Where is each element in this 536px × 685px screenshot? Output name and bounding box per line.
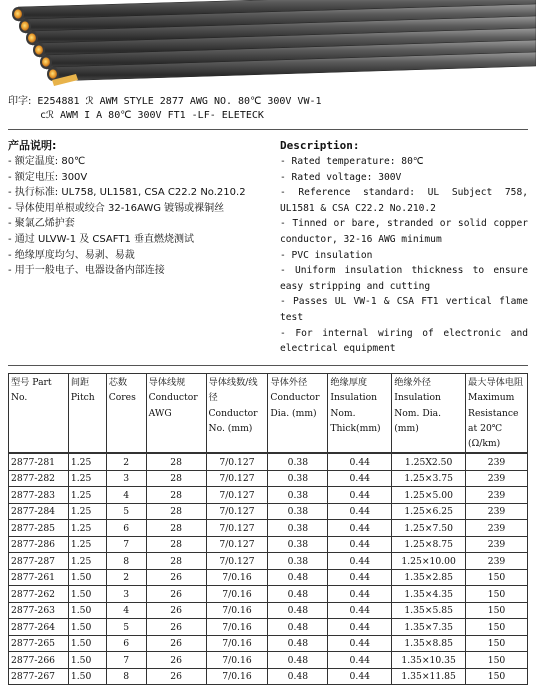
copper-core bbox=[42, 57, 50, 66]
table-cell: 28 bbox=[146, 453, 206, 470]
table-cell: 1.35×4.35 bbox=[392, 586, 466, 603]
cn-item: - 绝缘厚度均匀、易剥、易裁 bbox=[8, 249, 135, 261]
table-cell: 0.38 bbox=[268, 503, 328, 520]
cn-item: - 聚氯乙烯护套 bbox=[8, 218, 75, 230]
copper-core bbox=[14, 9, 22, 18]
table-cell: 0.44 bbox=[328, 453, 392, 470]
table-cell: 2877-286 bbox=[9, 536, 69, 553]
table-divider bbox=[8, 365, 528, 366]
cn-item: - 执行标准: UL758, UL1581, CSA C22.2 No.210.2 bbox=[8, 187, 246, 199]
table-cell: 1.50 bbox=[68, 635, 106, 652]
table-cell: 1.50 bbox=[68, 668, 106, 685]
table-cell: 2877-284 bbox=[9, 503, 69, 520]
table-cell: 0.38 bbox=[268, 536, 328, 553]
cn-item-list bbox=[8, 154, 270, 279]
cn-item: - 通过 ULVW-1 及 CSAFT1 垂直燃烧测试 bbox=[8, 233, 194, 245]
marking-prefix: 印字: bbox=[8, 96, 32, 107]
column-header: 导体外径 Conductor Dia. (mm) bbox=[268, 374, 328, 454]
table-cell: 28 bbox=[146, 470, 206, 487]
copper-core bbox=[49, 69, 57, 78]
table-cell: 0.44 bbox=[328, 619, 392, 636]
table-cell: 7/0.127 bbox=[206, 520, 268, 537]
table-row bbox=[9, 619, 528, 636]
table-cell: 150 bbox=[466, 619, 528, 636]
table-cell: 0.48 bbox=[268, 569, 328, 586]
english-description bbox=[280, 138, 528, 357]
table-cell: 26 bbox=[146, 652, 206, 669]
table-cell: 150 bbox=[466, 569, 528, 586]
table-cell: 1.35×8.85 bbox=[392, 635, 466, 652]
table-cell: 1.25×10.00 bbox=[392, 553, 466, 570]
table-cell: 239 bbox=[466, 520, 528, 537]
table-cell: 0.38 bbox=[268, 453, 328, 470]
table-cell: 4 bbox=[106, 602, 146, 619]
cn-item: - 额定电压: 300V bbox=[8, 171, 88, 183]
table-cell: 7/0.127 bbox=[206, 453, 268, 470]
en-item: - Rated temperature: 80℃ bbox=[280, 156, 424, 167]
en-item: - Passes UL VW-1 & CSA FT1 vertical flame test bbox=[280, 296, 528, 323]
table-cell: 1.25×3.75 bbox=[392, 470, 466, 487]
table-row bbox=[9, 569, 528, 586]
table-cell: 26 bbox=[146, 619, 206, 636]
flat-cable-image bbox=[0, 0, 536, 92]
table-cell: 2877-282 bbox=[9, 470, 69, 487]
en-item: - Uniform insulation thickness to ensure easy stripping and cutting bbox=[280, 265, 528, 292]
copper-core bbox=[28, 33, 36, 42]
table-row bbox=[9, 635, 528, 652]
table-cell: 239 bbox=[466, 487, 528, 504]
table-cell: 7/0.16 bbox=[206, 569, 268, 586]
table-row bbox=[9, 453, 528, 470]
column-header: 导体线数/线径 Conductor No. (mm) bbox=[206, 374, 268, 454]
table-cell: 28 bbox=[146, 520, 206, 537]
table-cell: 1.35×10.35 bbox=[392, 652, 466, 669]
table-cell: 7 bbox=[106, 652, 146, 669]
cn-item: - 用于一般电子、电器设备内部连接 bbox=[8, 265, 165, 277]
table-cell: 0.44 bbox=[328, 602, 392, 619]
en-item: - Reference standard: UL Subject 758, UL1581 & CSA C22.2 No.210.2 bbox=[280, 187, 528, 214]
table-cell: 2 bbox=[106, 569, 146, 586]
table-body bbox=[9, 453, 528, 685]
table-cell: 7 bbox=[106, 536, 146, 553]
table-cell: 26 bbox=[146, 602, 206, 619]
table-cell: 0.48 bbox=[268, 586, 328, 603]
table-cell: 5 bbox=[106, 619, 146, 636]
table-cell: 0.44 bbox=[328, 586, 392, 603]
cn-item: - 导体使用单根或绞合 32-16AWG 镀锡或裸铜丝 bbox=[8, 202, 225, 214]
table-cell: 1.35×11.85 bbox=[392, 668, 466, 685]
en-item: - PVC insulation bbox=[280, 249, 373, 261]
table-cell: 2877-266 bbox=[9, 652, 69, 669]
table-cell: 0.44 bbox=[328, 668, 392, 685]
table-cell: 28 bbox=[146, 503, 206, 520]
table-cell: 5 bbox=[106, 503, 146, 520]
en-heading: Description: bbox=[280, 139, 360, 152]
table-cell: 2877-285 bbox=[9, 520, 69, 537]
table-cell: 6 bbox=[106, 520, 146, 537]
table-cell: 2877-263 bbox=[9, 602, 69, 619]
table-cell: 7/0.16 bbox=[206, 635, 268, 652]
table-cell: 150 bbox=[466, 652, 528, 669]
cn-heading: 产品说明: bbox=[8, 139, 57, 152]
table-cell: 0.38 bbox=[268, 470, 328, 487]
print-marking bbox=[8, 95, 322, 123]
column-header: 导体线规 Conductor AWG bbox=[146, 374, 206, 454]
table-cell: 7/0.127 bbox=[206, 503, 268, 520]
product-photo bbox=[0, 0, 536, 92]
table-cell: 0.44 bbox=[328, 553, 392, 570]
table-cell: 7/0.16 bbox=[206, 668, 268, 685]
table-cell: 26 bbox=[146, 586, 206, 603]
table-cell: 1.35×7.35 bbox=[392, 619, 466, 636]
table-cell: 239 bbox=[466, 536, 528, 553]
table-cell: 2877-281 bbox=[9, 453, 69, 470]
table-cell: 0.44 bbox=[328, 520, 392, 537]
table-cell: 1.25 bbox=[68, 553, 106, 570]
table-cell: 2877-283 bbox=[9, 487, 69, 504]
table-cell: 1.25 bbox=[68, 487, 106, 504]
table-cell: 2 bbox=[106, 453, 146, 470]
table-cell: 7/0.16 bbox=[206, 652, 268, 669]
table-cell: 1.25 bbox=[68, 470, 106, 487]
marking-line-2: cℛ AWM I A 80℃ 300V FT1 -LF- ELETECK bbox=[40, 110, 264, 121]
table-cell: 239 bbox=[466, 503, 528, 520]
table-cell: 2877-261 bbox=[9, 569, 69, 586]
table-cell: 7/0.16 bbox=[206, 619, 268, 636]
table-cell: 239 bbox=[466, 453, 528, 470]
table-cell: 7/0.16 bbox=[206, 602, 268, 619]
table-cell: 1.25×7.50 bbox=[392, 520, 466, 537]
table-cell: 28 bbox=[146, 536, 206, 553]
table-cell: 1.25 bbox=[68, 453, 106, 470]
table-cell: 239 bbox=[466, 470, 528, 487]
table-cell: 0.48 bbox=[268, 619, 328, 636]
table-cell: 0.44 bbox=[328, 569, 392, 586]
table-cell: 26 bbox=[146, 668, 206, 685]
table-cell: 28 bbox=[146, 487, 206, 504]
table-cell: 7/0.16 bbox=[206, 586, 268, 603]
table-cell: 2877-267 bbox=[9, 668, 69, 685]
table-cell: 1.25 bbox=[68, 520, 106, 537]
table-cell: 2877-287 bbox=[9, 553, 69, 570]
table-row bbox=[9, 602, 528, 619]
table-cell: 1.50 bbox=[68, 602, 106, 619]
table-cell: 150 bbox=[466, 668, 528, 685]
column-header: 绝缘厚度 Insulation Nom. Thick(mm) bbox=[328, 374, 392, 454]
table-row bbox=[9, 470, 528, 487]
en-item: - Rated voltage: 300V bbox=[280, 171, 402, 183]
table-cell: 239 bbox=[466, 553, 528, 570]
table-cell: 0.48 bbox=[268, 635, 328, 652]
table-cell: 0.44 bbox=[328, 652, 392, 669]
table-cell: 2877-262 bbox=[9, 586, 69, 603]
table-cell: 4 bbox=[106, 487, 146, 504]
table-cell: 150 bbox=[466, 635, 528, 652]
table-cell: 1.25X2.50 bbox=[392, 453, 466, 470]
table-cell: 150 bbox=[466, 586, 528, 603]
table-row bbox=[9, 536, 528, 553]
table-cell: 1.25×5.00 bbox=[392, 487, 466, 504]
table-row bbox=[9, 503, 528, 520]
table-cell: 0.44 bbox=[328, 536, 392, 553]
table-cell: 150 bbox=[466, 602, 528, 619]
column-header: 最大导体电阻 Maximum Resistance at 20℃ (Ω/km) bbox=[466, 374, 528, 454]
table-cell: 0.44 bbox=[328, 503, 392, 520]
copper-core bbox=[35, 45, 43, 54]
table-cell: 0.38 bbox=[268, 487, 328, 504]
table-row bbox=[9, 652, 528, 669]
specification-table bbox=[8, 373, 528, 685]
table-cell: 6 bbox=[106, 635, 146, 652]
table-row bbox=[9, 586, 528, 603]
table-cell: 1.25×6.25 bbox=[392, 503, 466, 520]
table-cell: 0.48 bbox=[268, 602, 328, 619]
table-cell: 3 bbox=[106, 586, 146, 603]
column-header: 芯数 Cores bbox=[106, 374, 146, 454]
table-cell: 0.48 bbox=[268, 652, 328, 669]
table-cell: 7/0.127 bbox=[206, 553, 268, 570]
table-cell: 0.44 bbox=[328, 487, 392, 504]
copper-core bbox=[21, 21, 29, 30]
table-cell: 7/0.127 bbox=[206, 536, 268, 553]
table-row bbox=[9, 520, 528, 537]
table-cell: 28 bbox=[146, 553, 206, 570]
table-cell: 1.25 bbox=[68, 536, 106, 553]
table-cell: 1.50 bbox=[68, 569, 106, 586]
en-item: - For internal wiring of electronic and electrical equipment bbox=[280, 327, 528, 355]
table-cell: 8 bbox=[106, 668, 146, 685]
table-cell: 1.25×8.75 bbox=[392, 536, 466, 553]
table-cell: 2877-264 bbox=[9, 619, 69, 636]
table-row bbox=[9, 487, 528, 504]
section-divider bbox=[8, 129, 528, 130]
table-cell: 8 bbox=[106, 553, 146, 570]
table-row bbox=[9, 553, 528, 570]
chinese-description bbox=[8, 138, 270, 279]
marking-line-1: E254881 ℛ AWM STYLE 2877 AWG NO. 80℃ 300V VW-1 bbox=[37, 96, 322, 107]
table-cell: 0.38 bbox=[268, 520, 328, 537]
table-cell: 1.50 bbox=[68, 652, 106, 669]
table-cell: 7/0.127 bbox=[206, 487, 268, 504]
column-header: 型号 Part No. bbox=[9, 374, 69, 454]
table-cell: 1.50 bbox=[68, 619, 106, 636]
table-cell: 0.44 bbox=[328, 635, 392, 652]
table-cell: 0.48 bbox=[268, 668, 328, 685]
table-cell: 26 bbox=[146, 569, 206, 586]
table-cell: 1.35×5.85 bbox=[392, 602, 466, 619]
table-cell: 0.38 bbox=[268, 553, 328, 570]
table-cell: 2877-265 bbox=[9, 635, 69, 652]
table-header-row bbox=[9, 374, 528, 454]
table-cell: 26 bbox=[146, 635, 206, 652]
cn-item: - 额定温度: 80℃ bbox=[8, 156, 86, 167]
table-cell: 1.35×2.85 bbox=[392, 569, 466, 586]
column-header: 间距 Pitch bbox=[68, 374, 106, 454]
column-header: 绝缘外径 Insulation Nom. Dia. (mm) bbox=[392, 374, 466, 454]
en-item-list bbox=[280, 154, 528, 357]
table-cell: 3 bbox=[106, 470, 146, 487]
table-cell: 0.44 bbox=[328, 470, 392, 487]
en-item: - Tinned or bare, stranded or solid copper conductor, 32-16 AWG minimum bbox=[280, 218, 528, 245]
table-cell: 7/0.127 bbox=[206, 470, 268, 487]
table-cell: 1.25 bbox=[68, 503, 106, 520]
table-cell: 1.50 bbox=[68, 586, 106, 603]
